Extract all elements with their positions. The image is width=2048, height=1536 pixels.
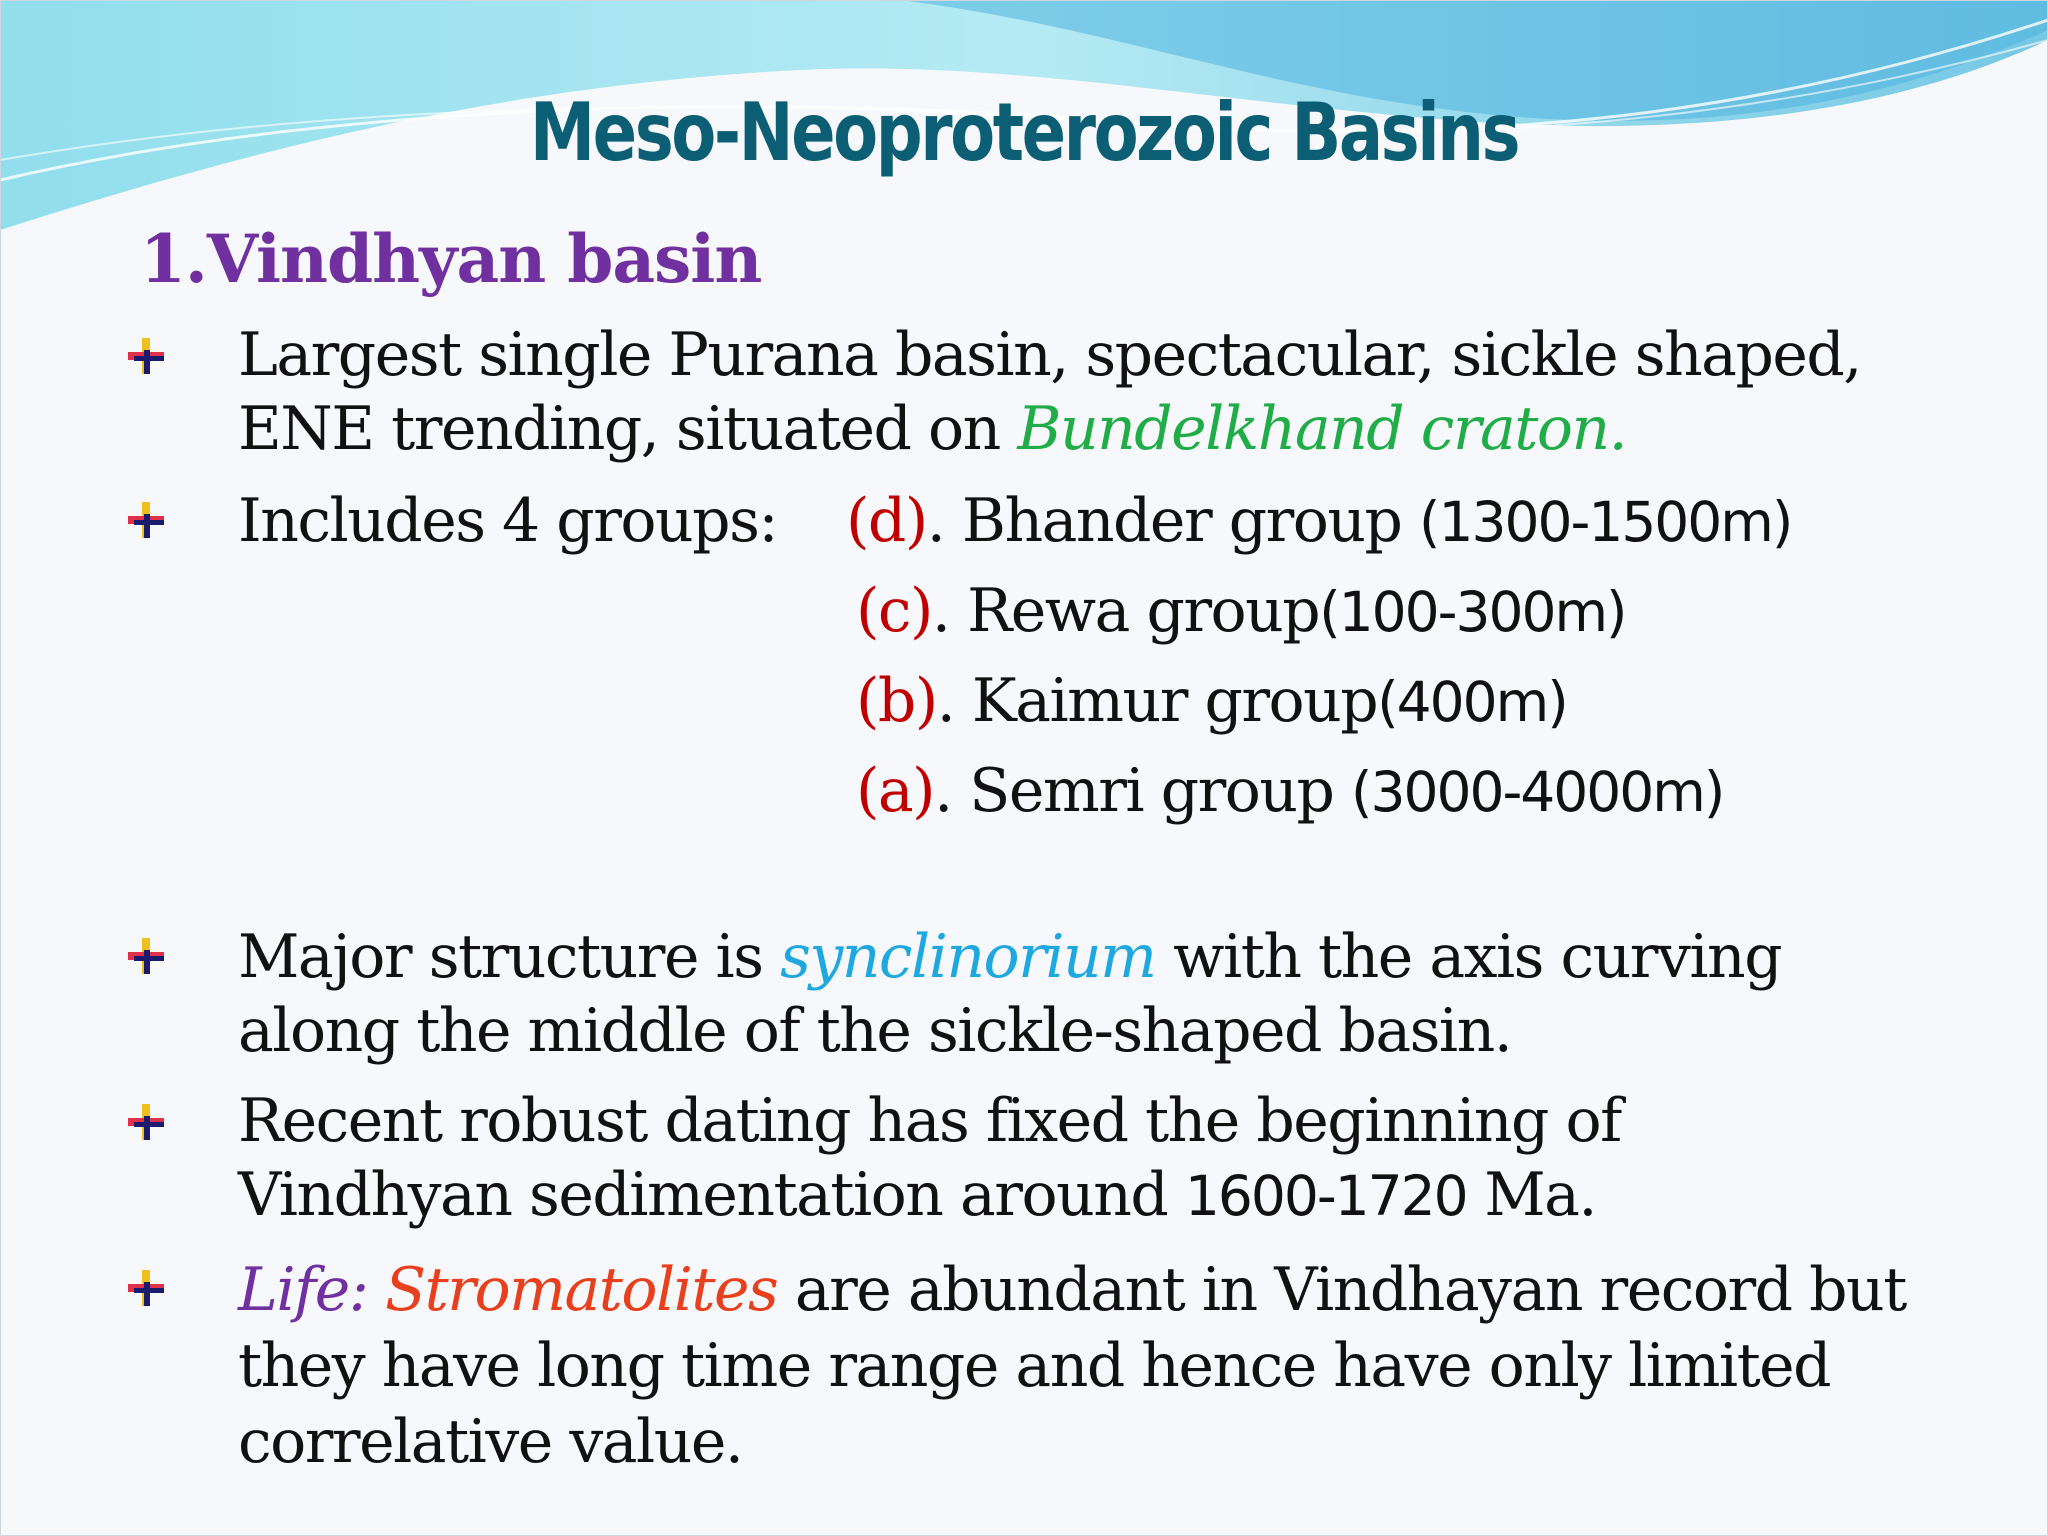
group-d-name: . Bhander group [926, 486, 1420, 556]
plus-cross-bullet-icon [126, 936, 166, 976]
bullet-3-prefix: Major structure is [238, 922, 781, 992]
group-b [856, 664, 1567, 739]
slide-title: Meso-Neoproterozoic Basins [529, 86, 1519, 179]
group-c [856, 574, 1626, 649]
group-c-range: (100-300m) [1319, 580, 1626, 644]
bullet-1-line2-prefix: ENE trending, situated on [238, 394, 1018, 464]
bullet-1-text [238, 318, 1861, 466]
dating-range: 1600-1720 [1184, 1164, 1467, 1228]
bullet-4-line2-prefix: Vindhyan sedimentation around [238, 1160, 1185, 1230]
bullet-1-line1: Largest single Purana basin, spectacular, sickle shaped, [238, 320, 1861, 390]
group-b-range: (400m) [1377, 670, 1567, 734]
group-a-letter: (a) [856, 756, 935, 826]
group-b-letter: (b) [856, 666, 937, 736]
bullet-3-suffix: with the axis curving [1155, 922, 1782, 992]
bullet-2-label: Includes 4 groups: [238, 486, 778, 556]
stromatolites-emphasis: Stromatolites [385, 1255, 778, 1325]
group-c-name: . Rewa group [931, 576, 1320, 646]
plus-cross-bullet-icon [126, 500, 166, 540]
bundelkhand-craton-emphasis: Bundelkhand craton. [1017, 394, 1627, 464]
bullet-3-line2: along the middle of the sickle-shaped basin. [238, 996, 1512, 1066]
bullet-5-suffix: are abundant in Vindhayan record but [777, 1255, 1906, 1325]
group-a-name: . Semri group [934, 756, 1352, 826]
group-b-name: . Kaimur group [936, 666, 1378, 736]
group-a [856, 754, 1723, 829]
group-d [846, 484, 1791, 559]
bullet-5-text [238, 1252, 1906, 1480]
group-d-range: (1300-1500m) [1419, 490, 1792, 554]
plus-cross-bullet-icon [126, 1102, 166, 1142]
bullet-4-line1: Recent robust dating has fixed the beginning of [238, 1086, 1621, 1156]
bullet-4-line2-suffix: Ma. [1466, 1160, 1597, 1230]
group-d-letter: (d) [846, 486, 927, 556]
group-c-letter: (c) [856, 576, 932, 646]
synclinorium-emphasis: synclinorium [780, 922, 1156, 992]
plus-cross-bullet-icon [126, 336, 166, 376]
bullet-5-line3: correlative value. [238, 1407, 743, 1477]
slide-subtitle: 1.Vindhyan basin [140, 220, 762, 298]
life-label: Life: [238, 1255, 386, 1325]
bullet-4-text [238, 1084, 1621, 1233]
group-a-range: (3000-4000m) [1351, 760, 1724, 824]
bullet-5-line2: they have long time range and hence have only limited [238, 1331, 1831, 1401]
plus-cross-bullet-icon [126, 1268, 166, 1308]
bullet-3-text [238, 920, 1781, 1068]
